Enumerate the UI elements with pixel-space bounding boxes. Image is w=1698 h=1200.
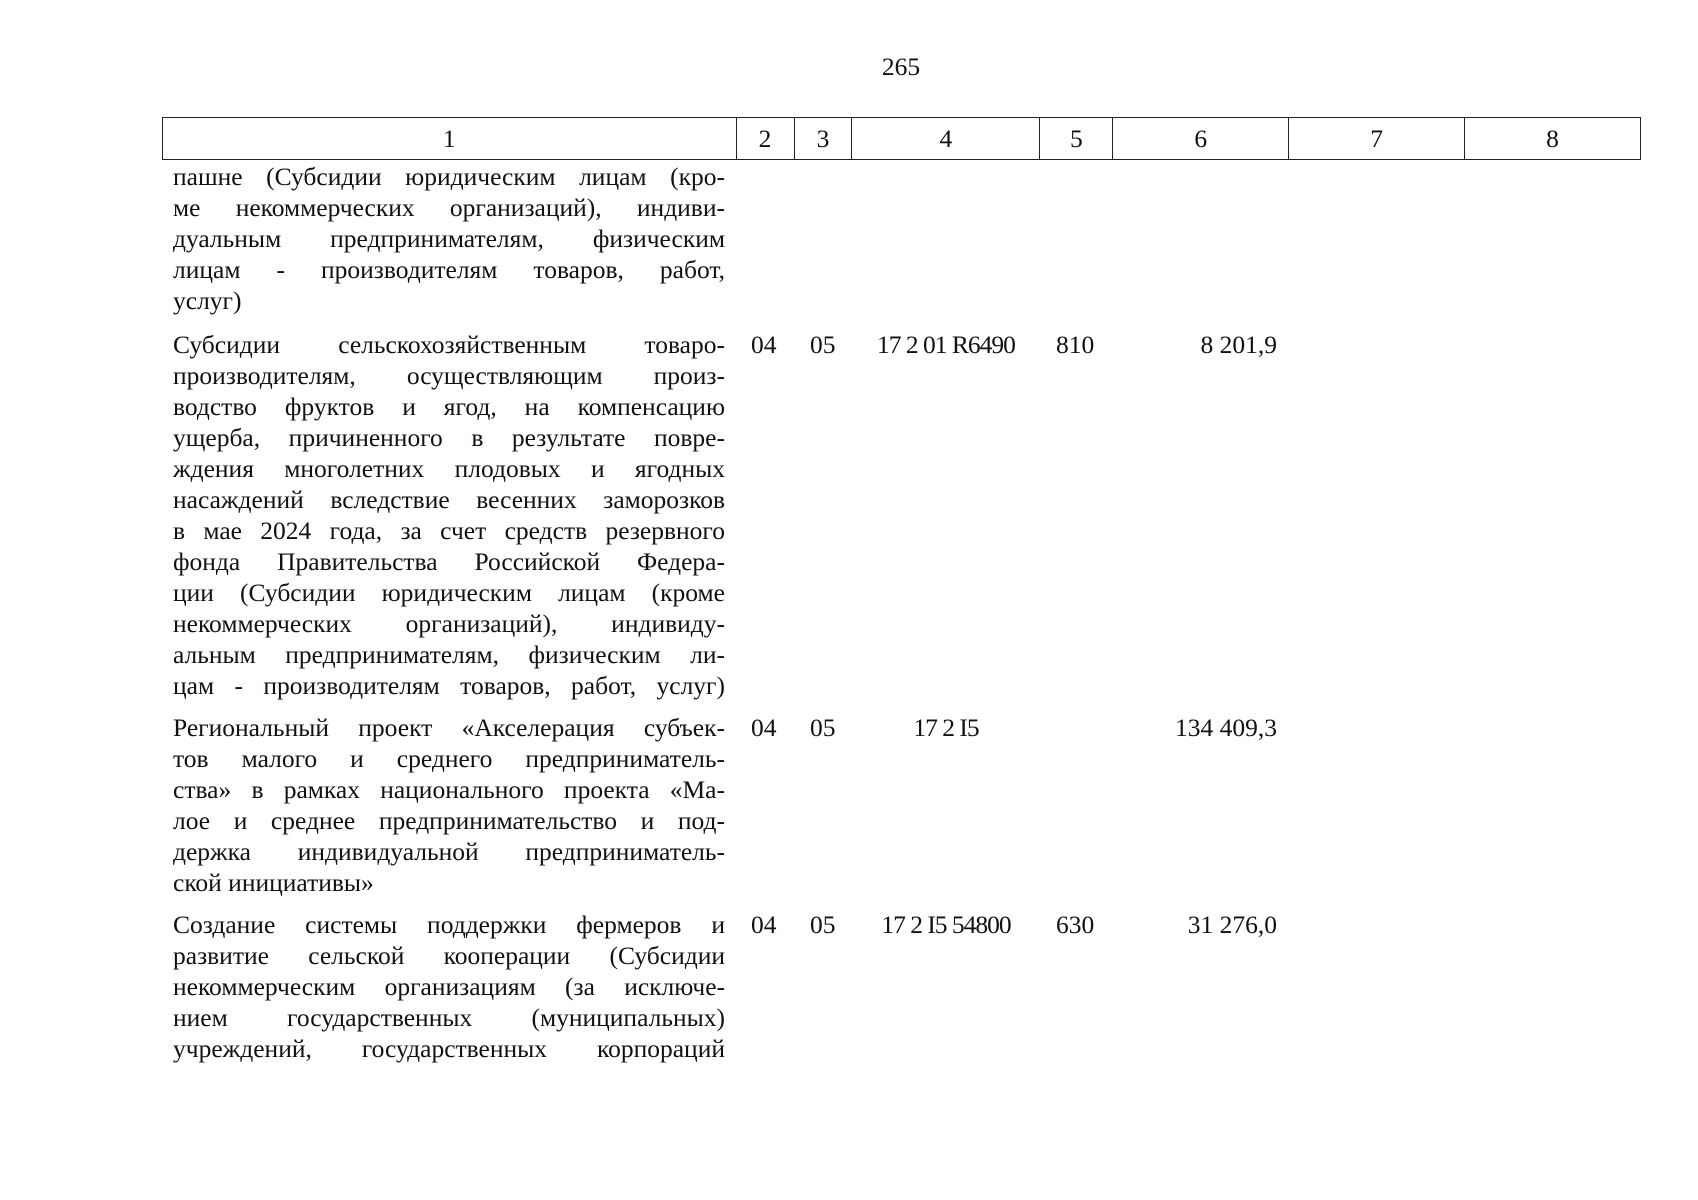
description-line: ции (Субсидии юридическим лицам (кроме [173, 578, 725, 607]
row-description [173, 712, 725, 898]
subsection-code: 05 [810, 330, 836, 359]
header-col-4: 4 [852, 118, 1040, 160]
description-line: водство фруктов и ягод, на компенсацию [173, 392, 725, 421]
target-article: 17 2 I5 [913, 713, 979, 742]
description-line: альным предпринимателям, физическим ли- [173, 640, 725, 669]
description-line: фонда Правительства Российской Федера- [173, 547, 725, 576]
row-description [173, 329, 725, 701]
description-line: Субсидии сельскохозяйственным товаро- [173, 330, 725, 359]
amount-value: 31 276,0 [1187, 910, 1277, 939]
description-line: нием государственных (муниципальных) [173, 1003, 725, 1032]
header-col-8: 8 [1465, 118, 1641, 160]
description-line: ме некоммерческих организаций), индиви- [173, 193, 725, 222]
target-article: 17 2 01 R6490 [877, 330, 1015, 359]
row-description [173, 161, 725, 316]
header-col-5: 5 [1040, 118, 1113, 160]
description-line: лицам - производителям товаров, работ, [173, 255, 725, 284]
description-line: лое и среднее предпринимательство и под- [173, 806, 725, 835]
description-line: некоммерческих организаций), индивиду- [173, 609, 725, 638]
header-col-2: 2 [736, 118, 794, 160]
description-line: в мае 2024 года, за счет средств резервного [173, 516, 725, 545]
header-col-7: 7 [1289, 118, 1465, 160]
description-line: производителям, осуществляющим произ- [173, 361, 725, 390]
table-header [162, 117, 1641, 160]
description-line: услуг) [173, 286, 242, 315]
expense-type: 810 [1056, 330, 1095, 359]
description-line: цам - производителям товаров, работ, услуг) [173, 671, 725, 700]
description-line: Создание системы поддержки фермеров и [173, 910, 725, 939]
subsection-code: 05 [810, 713, 836, 742]
header-col-1: 1 [163, 118, 737, 160]
expense-type: 630 [1056, 910, 1095, 939]
amount-value: 134 409,3 [1175, 713, 1277, 742]
description-line: насаждений вследствие весенних заморозков [173, 485, 725, 514]
section-code: 04 [751, 910, 777, 939]
subsection-code: 05 [810, 910, 836, 939]
description-line: ждения многолетних плодовых и ягодных [173, 454, 725, 483]
description-line: держка индивидуальной предприниматель- [173, 837, 725, 866]
description-line: развитие сельской кооперации (Субсидии [173, 941, 725, 970]
page-number: 265 [881, 52, 921, 81]
description-line: Региональный проект «Акселерация субъек- [173, 713, 725, 742]
row-description [173, 909, 725, 1064]
description-line: некоммерческим организациям (за исключе- [173, 972, 725, 1001]
description-line: ской инициативы» [173, 868, 374, 897]
description-line: пашне (Субсидии юридическим лицам (кро- [173, 162, 725, 191]
description-line: ущерба, причиненного в результате повре- [173, 423, 725, 452]
description-line: тов малого и среднего предприниматель- [173, 744, 725, 773]
target-article: 17 2 I5 54800 [881, 910, 1011, 939]
description-line: учреждений, государственных корпораций [173, 1034, 725, 1063]
section-code: 04 [751, 330, 777, 359]
description-line: ства» в рамках национального проекта «Ма- [173, 775, 725, 804]
description-line: дуальным предпринимателям, физическим [173, 224, 725, 253]
section-code: 04 [751, 713, 777, 742]
header-col-6: 6 [1113, 118, 1289, 160]
amount-value: 8 201,9 [1200, 330, 1277, 359]
header-col-3: 3 [794, 118, 852, 160]
